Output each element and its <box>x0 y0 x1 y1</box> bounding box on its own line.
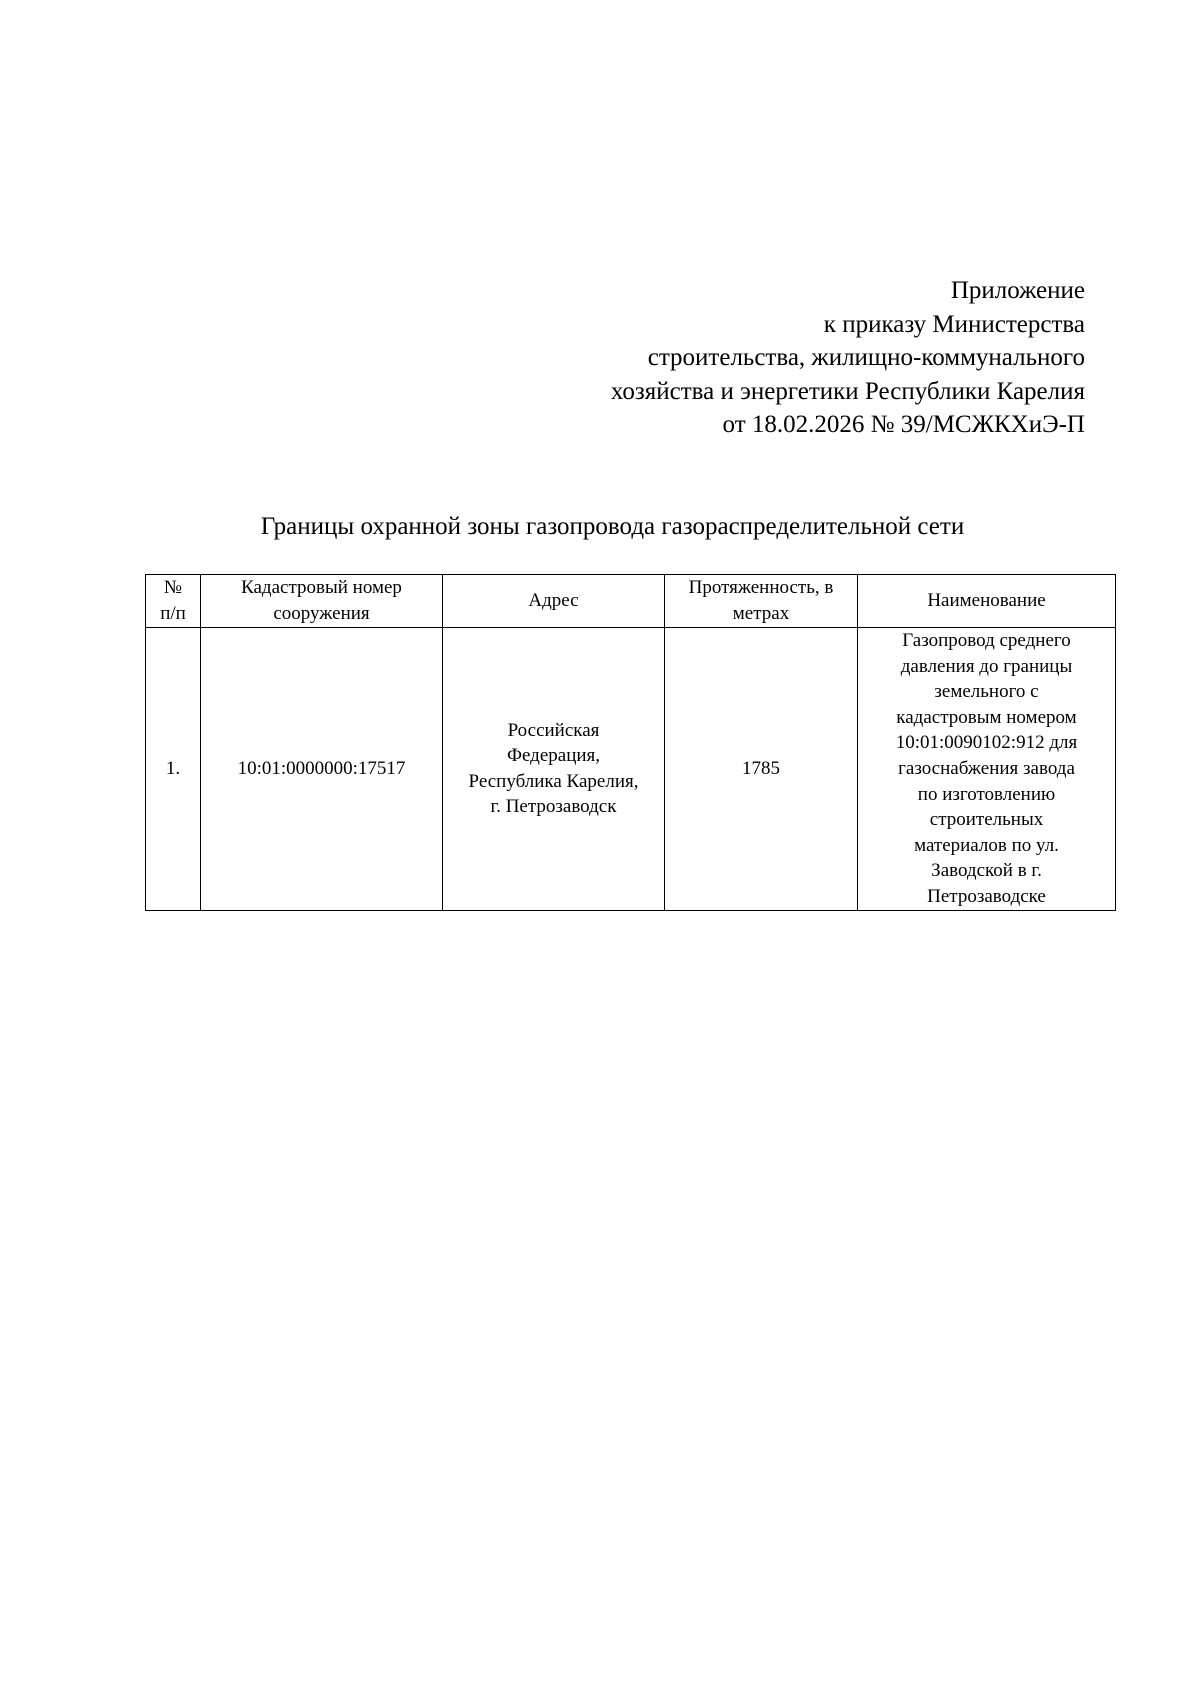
name-line: Газопровод среднего <box>902 630 1071 651</box>
header-number-line: п/п <box>160 603 186 624</box>
protection-zone-table <box>145 574 1116 911</box>
name-line: строительных <box>929 809 1044 831</box>
name-line: давления до границы <box>900 655 1073 677</box>
appendix-line: Приложение <box>950 277 1085 304</box>
name-line: материалов по ул. <box>914 834 1059 856</box>
cell-number: 1. <box>146 628 201 911</box>
address-line: Российская <box>507 719 600 741</box>
header-name: Наименование <box>858 575 1116 628</box>
name-line: по изготовлению <box>917 783 1056 805</box>
address-line: Республика Карелия, <box>468 770 639 792</box>
name-line: газоснабжения завода <box>898 757 1075 779</box>
appendix-line: к приказу Министерства <box>823 310 1085 338</box>
name-line: 10:01:0090102:912 для <box>895 732 1078 754</box>
document-title: Границы охранной зоны газопровода газораспределительной сети <box>260 513 965 540</box>
name-line: Петрозаводске <box>927 885 1046 907</box>
address-line: Федерация, <box>506 745 601 767</box>
header-cadastral-line: Кадастровый номер <box>241 577 402 599</box>
cell-address <box>443 628 665 911</box>
name-line: земельного с <box>934 681 1039 703</box>
header-length-line: метрах <box>732 603 790 624</box>
address-line: г. Петрозаводск <box>490 796 617 818</box>
cell-length: 1785 <box>665 628 858 911</box>
table-header-row <box>146 575 1116 628</box>
appendix-line: хозяйства и энергетики Республики Карелия <box>610 377 1085 405</box>
header-length <box>665 575 858 628</box>
appendix-line: строительства, жилищно-коммунального <box>647 344 1085 371</box>
header-length-line: Протяженность, в <box>688 577 834 599</box>
cell-name <box>858 628 1116 911</box>
header-cadastral-number <box>201 575 443 628</box>
table-row <box>146 628 1116 911</box>
header-address: Адрес <box>443 575 665 628</box>
header-number <box>146 575 201 628</box>
header-cadastral-line: сооружения <box>273 603 370 624</box>
appendix-header <box>365 274 1085 442</box>
header-number-line: № <box>163 577 183 599</box>
cell-cadastral-number: 10:01:0000000:17517 <box>201 628 443 911</box>
name-line: Заводской в г. <box>931 860 1042 882</box>
appendix-line: от 18.02.2026 № 39/МСЖКХиЭ-П <box>722 411 1085 438</box>
name-line: кадастровым номером <box>896 706 1077 728</box>
